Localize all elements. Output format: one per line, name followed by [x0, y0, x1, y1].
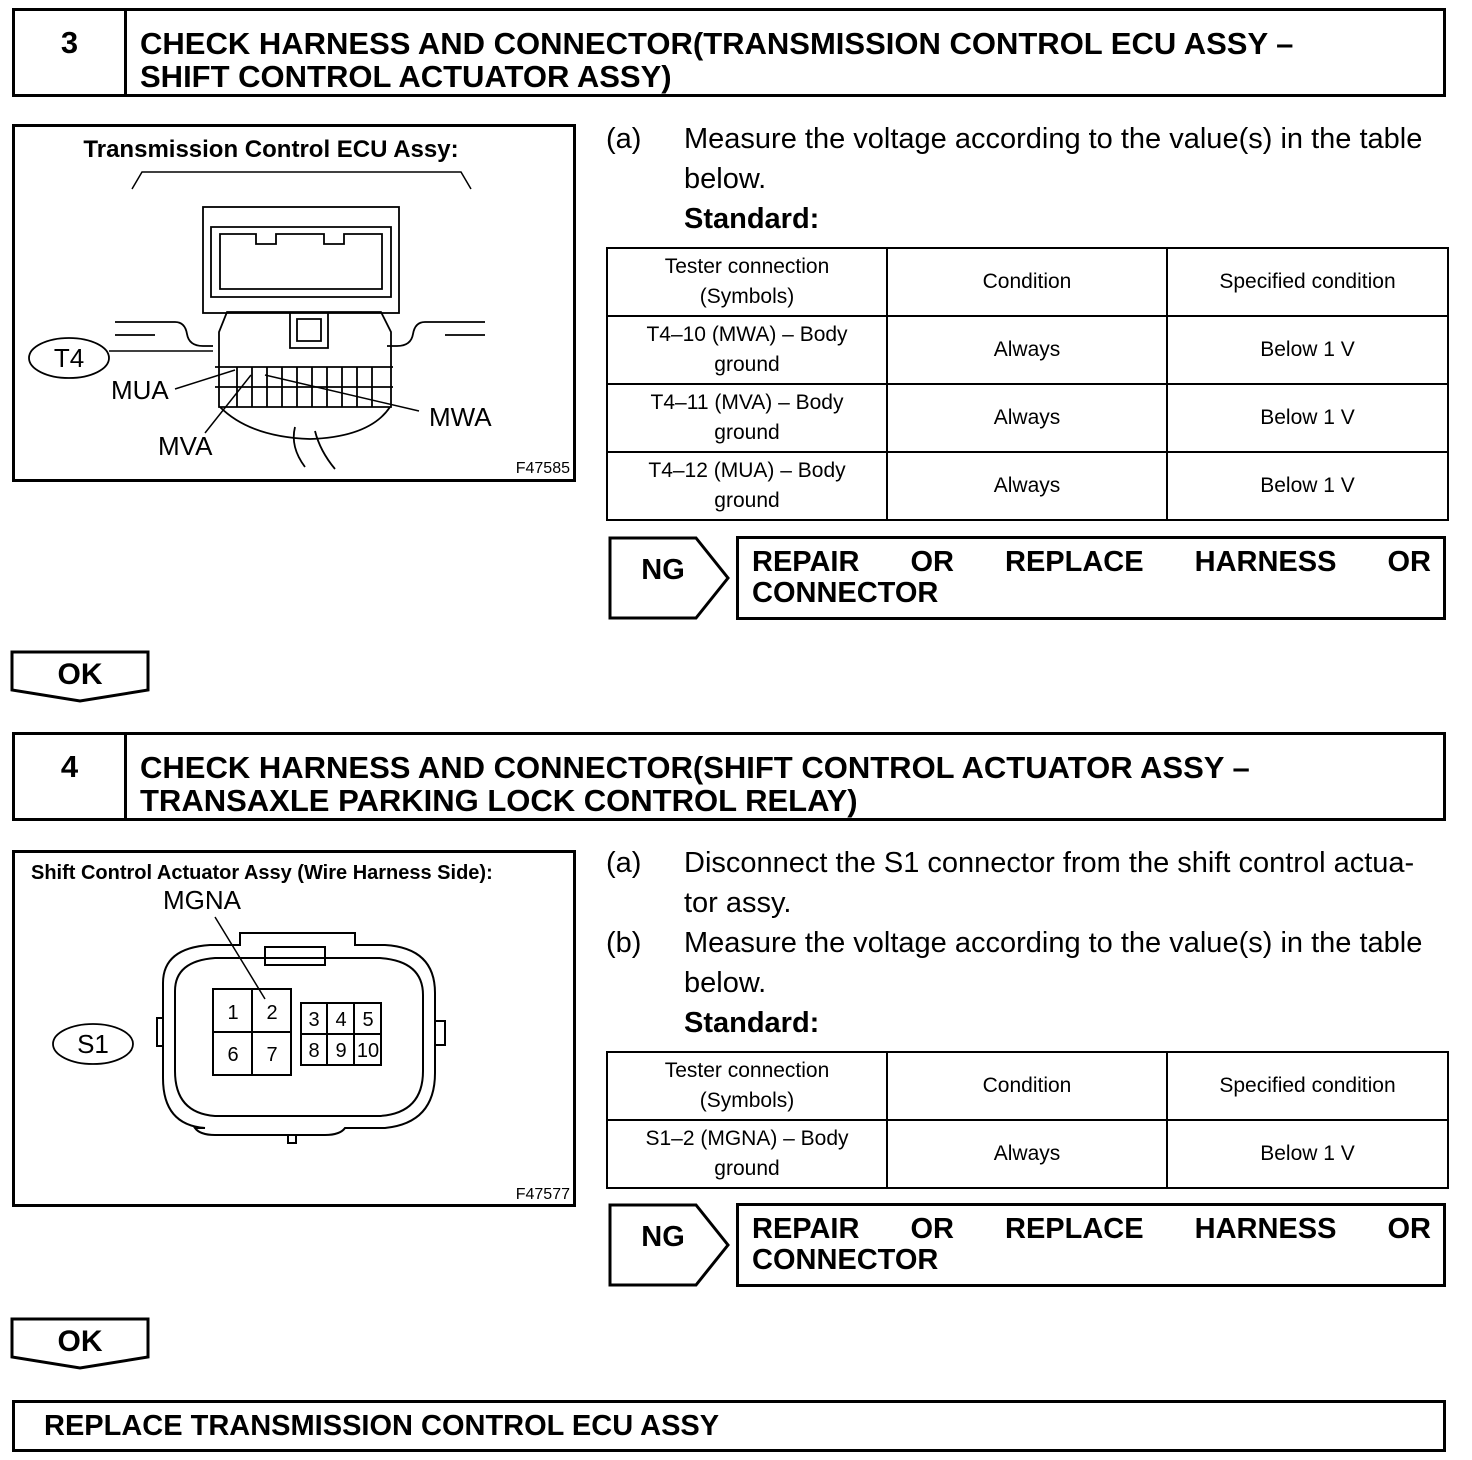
ng-arrow-step-4: NG — [608, 1203, 732, 1287]
table-row: T4–11 (MVA) – Body ground Always Below 1 V — [607, 384, 1448, 452]
figure-title: Transmission Control ECU Assy: — [83, 136, 459, 163]
step-4-spec-table — [606, 1051, 1449, 1189]
ng-arrow-step-3: NG — [608, 536, 732, 620]
step-4-instructions — [606, 843, 1452, 1043]
final-action-box: REPLACE TRANSMISSION CONTROL ECU ASSY — [12, 1400, 1446, 1452]
step-3-spec-table — [606, 247, 1449, 521]
figure-id: F47577 — [515, 1186, 570, 1203]
connector-label-s1: S1 — [77, 1029, 109, 1059]
ok-indicator-step-4: OK — [10, 1317, 150, 1371]
pin-5: 5 — [362, 1009, 374, 1031]
actuator-connector-drawing — [157, 933, 445, 1143]
table-row: T4–12 (MUA) – Body ground Always Below 1 V — [607, 452, 1448, 520]
step-title: CHECK HARNESS AND CONNECTOR(SHIFT CONTROL ACTUATOR ASSY – TRANSAXLE PARKING LOCK CONTROL RELAY) — [140, 750, 1250, 818]
header-specified-condition: Specified condition — [1167, 248, 1448, 316]
pin-8: 8 — [308, 1040, 320, 1062]
ecu-connector-figure — [12, 124, 576, 482]
pin-4: 4 — [335, 1009, 347, 1031]
header-condition: Condition — [887, 248, 1167, 316]
table-row: T4–10 (MWA) – Body ground Always Below 1 V — [607, 316, 1448, 384]
header-specified-condition: Specified condition — [1167, 1052, 1448, 1120]
pin-9: 9 — [335, 1040, 347, 1062]
pin-label-mva: MVA — [158, 431, 213, 461]
instruction-a: (a) Disconnect the S1 connector from the shift control actua- tor assy. — [606, 847, 1415, 919]
pin-7: 7 — [266, 1044, 278, 1066]
standard-label: Standard: — [684, 1007, 820, 1039]
header-tester-connection: Tester connection (Symbols) — [607, 248, 887, 316]
instruction-a: (a) Measure the voltage according to the value(s) in the table below. — [606, 123, 1423, 195]
pin-name-mgna: MGNA — [163, 885, 241, 915]
table-header-row — [607, 1052, 1448, 1120]
bracket-line — [132, 172, 471, 189]
step-number: 3 — [15, 11, 127, 94]
step-title: CHECK HARNESS AND CONNECTOR(TRANSMISSION CONTROL ECU ASSY – SHIFT CONTROL ACTUATOR ASSY) — [140, 26, 1294, 94]
table-row: S1–2 (MGNA) – Body ground Always Below 1 V — [607, 1120, 1448, 1188]
step-4-header — [12, 732, 1446, 821]
pin-1: 1 — [227, 1002, 239, 1024]
step-3-instructions — [606, 119, 1452, 239]
pin-2: 2 — [266, 1002, 278, 1024]
connector-label-t4: T4 — [53, 343, 85, 373]
actuator-connector-figure — [12, 850, 576, 1207]
header-condition: Condition — [887, 1052, 1167, 1120]
figure-title: Shift Control Actuator Assy (Wire Harness Side): — [31, 862, 493, 884]
pin-label-mua: MUA — [111, 375, 169, 405]
instruction-b: (b) Measure the voltage according to the value(s) in the table below. — [606, 927, 1423, 999]
ok-indicator-step-3: OK — [10, 650, 150, 704]
pin-6: 6 — [227, 1044, 239, 1066]
step-number: 4 — [15, 735, 127, 818]
step-3-header — [12, 8, 1446, 97]
standard-label: Standard: — [684, 203, 820, 235]
ng-action-step-4: REPAIR OR REPLACE HARNESS OR CONNECTOR — [736, 1203, 1446, 1287]
header-tester-connection: Tester connection (Symbols) — [607, 1052, 887, 1120]
figure-id: F47585 — [515, 460, 570, 477]
ng-action-step-3: REPAIR OR REPLACE HARNESS OR CONNECTOR — [736, 536, 1446, 620]
pin-10: 10 — [356, 1040, 380, 1062]
pin-label-mwa: MWA — [429, 402, 492, 432]
pin-3: 3 — [308, 1009, 320, 1031]
table-header-row — [607, 248, 1448, 316]
